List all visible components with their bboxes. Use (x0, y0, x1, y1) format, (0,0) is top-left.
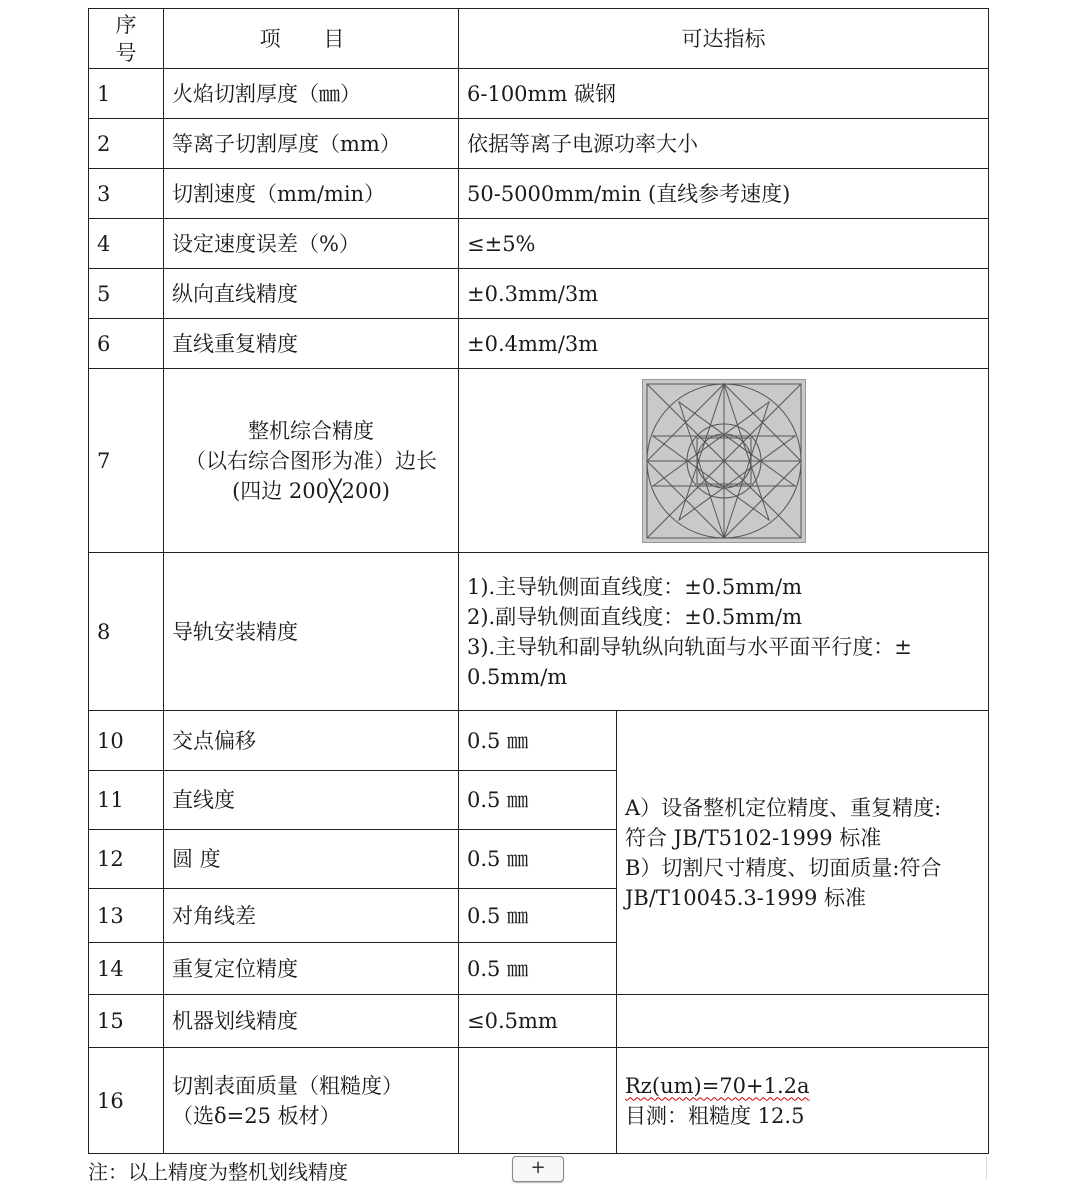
row-seq: 10 (89, 711, 164, 771)
row-value: ≤0.5mm (459, 995, 617, 1048)
table-row (89, 319, 989, 369)
row-item: 圆 度 (164, 830, 459, 889)
row-seq: 2 (89, 119, 164, 169)
standards-note: A）设备整机定位精度、重复精度: 符合 JB/T5102-1999 标准 B）切割尺寸精度、切面质量:符合 JB/T10045.3-1999 标准 (617, 711, 989, 995)
table-row (89, 995, 989, 1048)
row-seq: 7 (89, 369, 164, 553)
row-item: 整机综合精度 （以右综合图形为准）边长 (四边 200╳200) (164, 369, 459, 553)
roughness-note: Rz(um)=70+1.2a 目测：粗糙度 12.5 (617, 1048, 989, 1154)
row-seq: 3 (89, 169, 164, 219)
table-row (89, 219, 989, 269)
table-row (89, 169, 989, 219)
row-item: 切割速度（mm/min） (164, 169, 459, 219)
table-header-row (89, 9, 989, 69)
row-seq: 15 (89, 995, 164, 1048)
row-seq: 1 (89, 69, 164, 119)
row-item: 交点偏移 (164, 711, 459, 771)
row-item: 设定速度误差（%） (164, 219, 459, 269)
row-seq: 13 (89, 889, 164, 943)
composite-accuracy-pattern-icon (642, 379, 806, 543)
footer-note: 注：以上精度为整机划线精度 (88, 1160, 348, 1184)
row-seq: 11 (89, 771, 164, 830)
row-value: 依据等离子电源功率大小 (459, 119, 989, 169)
row-seq: 16 (89, 1048, 164, 1154)
table-row (89, 553, 989, 711)
empty-cell (617, 995, 989, 1048)
table-row (89, 69, 989, 119)
row-value: 0.5 ㎜ (459, 943, 617, 995)
table-row (89, 119, 989, 169)
table-row (89, 711, 989, 771)
row-item: 火焰切割厚度（㎜） (164, 69, 459, 119)
row-value: ≤±5% (459, 219, 989, 269)
row-seq: 14 (89, 943, 164, 995)
row-value: 0.5 ㎜ (459, 830, 617, 889)
row-item: 纵向直线精度 (164, 269, 459, 319)
empty-cell (459, 1048, 617, 1154)
table-row (89, 1048, 989, 1154)
row-value: 0.5 ㎜ (459, 771, 617, 830)
row-item: 导轨安装精度 (164, 553, 459, 711)
row-value: ±0.4mm/3m (459, 319, 989, 369)
row-seq: 4 (89, 219, 164, 269)
row-value: 6-100mm 碳钢 (459, 69, 989, 119)
row-item: 等离子切割厚度（mm） (164, 119, 459, 169)
header-seq: 序 号 (89, 9, 164, 69)
row-value: 0.5 ㎜ (459, 711, 617, 771)
table-row (89, 369, 989, 553)
header-indicator: 可达指标 (459, 9, 989, 69)
table-row (89, 269, 989, 319)
row-seq: 8 (89, 553, 164, 711)
add-row-button[interactable]: + (512, 1156, 564, 1182)
row-seq: 6 (89, 319, 164, 369)
row-value: ±0.3mm/3m (459, 269, 989, 319)
spec-table (88, 8, 989, 1154)
row-value: 1).主导轨侧面直线度：±0.5mm/m 2).副导轨侧面直线度：±0.5mm/m 3).主导轨和副导轨纵向轨面与水平面平行度：± 0.5mm/m (459, 553, 989, 711)
row-item: 对角线差 (164, 889, 459, 943)
row-item: 直线度 (164, 771, 459, 830)
row-value: 0.5 ㎜ (459, 889, 617, 943)
row-seq: 5 (89, 269, 164, 319)
row-item: 直线重复精度 (164, 319, 459, 369)
composite-figure-cell (459, 369, 989, 553)
row-item: 机器划线精度 (164, 995, 459, 1048)
row-seq: 12 (89, 830, 164, 889)
row-value: 50-5000mm/min (直线参考速度) (459, 169, 989, 219)
row-item: 重复定位精度 (164, 943, 459, 995)
divider (986, 1156, 987, 1180)
header-item: 项 目 (164, 9, 459, 69)
row-item: 切割表面质量（粗糙度） （选δ=25 板材） (164, 1048, 459, 1154)
